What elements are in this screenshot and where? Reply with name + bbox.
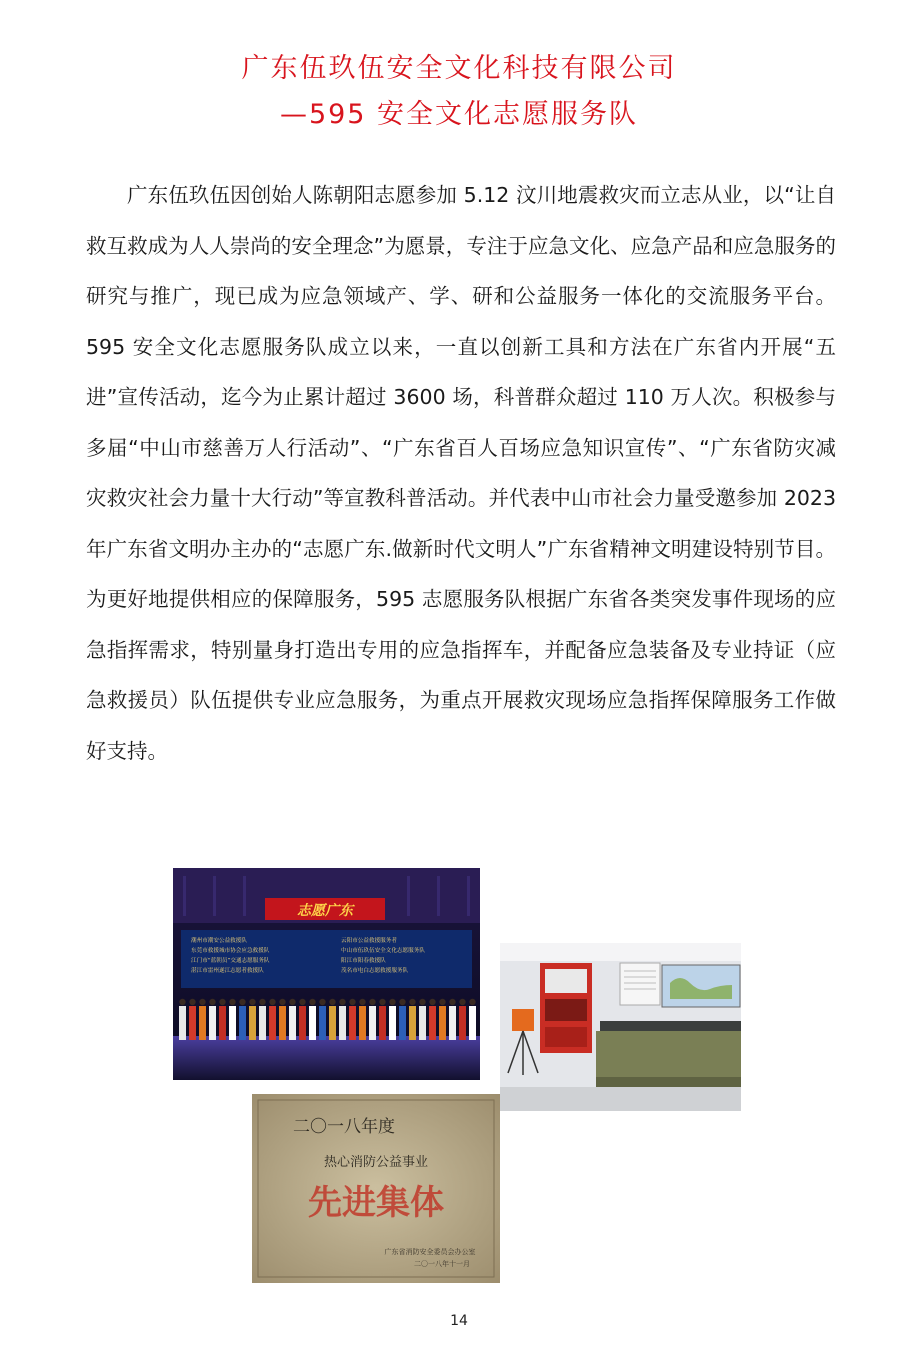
performer-head	[269, 999, 275, 1005]
performer	[309, 1006, 316, 1040]
performer-head	[199, 999, 205, 1005]
performer-head	[369, 999, 375, 1005]
page-number: 14	[450, 1313, 468, 1329]
performer-head	[189, 999, 195, 1005]
performer	[429, 1006, 436, 1040]
performer-head	[449, 999, 455, 1005]
body-paragraph: 广东伍玖伍因创始人陈朝阳志愿参加 5.12 汶川地震救灾而立志从业，以“让自救互救成为人人崇尚的安全理念”为愿景，专注于应急文化、应急产品和应急服务的研究与推广，现已成为应急领域产、学、研和公益服务一体化的交流服务平台。595 安全文化志愿服务队成立以来，一直以创新工具和方法在广东省内开展“五进”宣传活动，迄今为止累计超过 3600 场，科普群众超过 110 万人次。积极参与多届“中山市慈善万人行活动”、“广东省百人百场应急知识宣传”、“广东省防灾减灾救灾社会力量十大行动”等宣教科普活动。并代表中山市社会力量受邀参加 2023 年广东省文明办主办的“志愿广东.做新时代文明人”广东省精神文明建设特别节目。为更好地提供相应的保障服务，595 志愿服务队根据广东省各类突发事件现场的应急指挥需求，特别量身打造出专用的应急指挥车，并配备应急装备及专业持证（应急救援员）队伍提供专业应急服务，为重点开展救灾现场应急指挥保障服务工作做好支持。	[86, 183, 836, 763]
performer-head	[259, 999, 265, 1005]
screen-left-3: 江门市“蓝朝员”交通志愿服务队	[191, 958, 270, 964]
screen-right-3: 阳江市阳春救援队	[341, 958, 386, 964]
performer	[179, 1006, 186, 1040]
screen-right-4: 茂名市电白志愿救援服务队	[341, 968, 409, 974]
performer	[389, 1006, 396, 1040]
performer	[269, 1006, 276, 1040]
stage-photo	[173, 868, 480, 1080]
certificate-year: 二〇一八年度	[293, 1117, 395, 1137]
performer	[449, 1006, 456, 1040]
certificate-line: 热心消防公益事业	[323, 1155, 429, 1170]
performer	[419, 1006, 426, 1040]
performer-head	[239, 999, 245, 1005]
performer-head	[359, 999, 365, 1005]
performer-head	[429, 999, 435, 1005]
performer-head	[279, 999, 285, 1005]
screen-left-2: 东莞市救援城市协会应急救援队	[191, 948, 270, 954]
stage-banner: 志愿广东	[297, 903, 353, 919]
performer-head	[379, 999, 385, 1005]
performer	[199, 1006, 206, 1040]
certificate-award: 先进集体	[308, 1183, 444, 1223]
screen-left-4: 湛江市雷州遂江志愿者救援队	[191, 968, 264, 974]
certificate-issuer: 广东省消防安全委员会办公室	[384, 1248, 476, 1256]
screen-right-2: 中山市伍玖伍安全文化志愿服务队	[341, 948, 425, 954]
performer-head	[389, 999, 395, 1005]
performer	[399, 1006, 406, 1040]
document-title: 广东伍玖伍安全文化科技有限公司	[241, 53, 677, 84]
performer-head	[349, 999, 355, 1005]
performer-head	[209, 999, 215, 1005]
performer	[259, 1006, 266, 1040]
performer-head	[469, 999, 475, 1005]
performer-head	[219, 999, 225, 1005]
certificate-photo	[252, 1094, 500, 1283]
performer-head	[319, 999, 325, 1005]
performer-head	[229, 999, 235, 1005]
performer	[409, 1006, 416, 1040]
performer	[469, 1006, 476, 1040]
performer-head	[439, 999, 445, 1005]
screen-right-1: 云阳市公益救援服务者	[341, 938, 397, 944]
performer	[249, 1006, 256, 1040]
certificate-date: 二〇一八年十一月	[414, 1260, 470, 1268]
performer	[379, 1006, 386, 1040]
performer-head	[249, 999, 255, 1005]
performer-head	[329, 999, 335, 1005]
performer	[329, 1006, 336, 1040]
performer	[189, 1006, 196, 1040]
performer-head	[409, 999, 415, 1005]
performer	[289, 1006, 296, 1040]
performer-head	[339, 999, 345, 1005]
performer	[219, 1006, 226, 1040]
performer	[229, 1006, 236, 1040]
performer-head	[309, 999, 315, 1005]
performer-head	[399, 999, 405, 1005]
document-subtitle: —595 安全文化志愿服务队	[279, 99, 639, 130]
performer-head	[289, 999, 295, 1005]
performer	[349, 1006, 356, 1040]
performer	[369, 1006, 376, 1040]
performer-head	[179, 999, 185, 1005]
performer	[319, 1006, 326, 1040]
performer	[439, 1006, 446, 1040]
performer	[209, 1006, 216, 1040]
performer	[339, 1006, 346, 1040]
performer	[459, 1006, 466, 1040]
screen-left-1: 潮州市潮安公益救援队	[191, 938, 247, 944]
performer-head	[459, 999, 465, 1005]
performer	[299, 1006, 306, 1040]
performer	[279, 1006, 286, 1040]
performer	[239, 1006, 246, 1040]
command-room-photo	[500, 943, 741, 1111]
performer	[359, 1006, 366, 1040]
performer-head	[299, 999, 305, 1005]
performer-head	[419, 999, 425, 1005]
